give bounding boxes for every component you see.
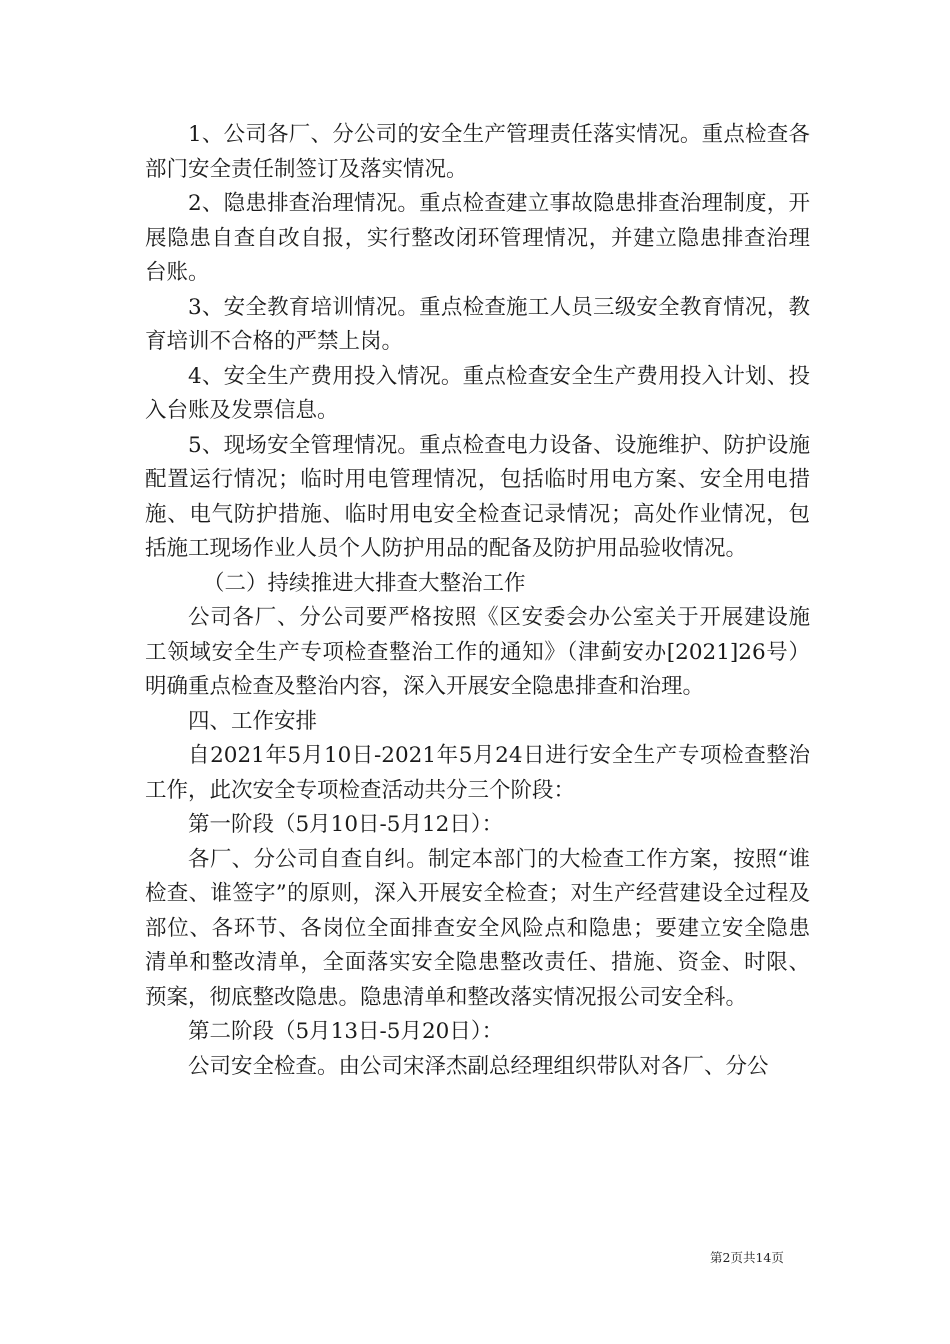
paragraph-item-4: 4、安全生产费用投入情况。重点检查安全生产费用投入计划、投入台账及发票信息。 bbox=[145, 363, 810, 423]
paragraph-schedule: 自2021年5月10日-2021年5月24日进行安全生产专项检查整治工作，此次安全专项检查活动共分三个阶段： bbox=[145, 743, 810, 803]
stage-two-heading: 第二阶段（5月13日-5月20日）： bbox=[188, 1019, 504, 1044]
paragraph-item-1: 1、公司各厂、分公司的安全生产管理责任落实情况。重点检查各部门安全责任制签订及落实情况。 bbox=[145, 122, 810, 182]
paragraph-item-2: 2、隐患排查治理情况。重点检查建立事故隐患排查治理制度，开展隐患自查自改自报，实行整改闭环管理情况，并建立隐患排查治理台账。 bbox=[145, 191, 810, 285]
document-body bbox=[145, 118, 810, 1084]
paragraph-investigation: 公司各厂、分公司要严格按照《区安委会办公室关于开展建设施工领域安全生产专项检查整治工作的通知》（津蓟安办[2021]26号）明确重点检查及整治内容，深入开展安全隐患排查和治理。 bbox=[145, 605, 810, 699]
paragraph-stage-two: 公司安全检查。由公司宋泽杰副总经理组织带队对各厂、分公 bbox=[188, 1053, 769, 1079]
paragraph-stage-one: 各厂、分公司自查自纠。制定本部门的大检查工作方案，按照“谁检查、谁签字”的原则，深入开展安全检查；对生产经营建设全过程及部位、各环节、各岗位全面排查安全风险点和隐患；要建立安全隐患清单和整改清单，全面落实安全隐患整改责任、措施、资金、时限、预案，彻底整改隐患。隐患清单和整改落实情况报公司安全科。 bbox=[145, 846, 810, 1010]
section-heading-four: 四、工作安排 bbox=[188, 708, 318, 734]
paragraph-item-3: 3、安全教育培训情况。重点检查施工人员三级安全教育情况，教育培训不合格的严禁上岗。 bbox=[145, 294, 810, 354]
stage-one-heading: 第一阶段（5月10日-5月12日）： bbox=[188, 812, 504, 837]
paragraph-item-5: 5、现场安全管理情况。重点检查电力设备、设施维护、防护设施配置运行情况；临时用电管理情况，包括临时用电方案、安全用电措施、电气防护措施、临时用电安全检查记录情况；高处作业情况，包括施工现场作业人员个人防护用品的配备及防护用品验收情况。 bbox=[145, 432, 810, 561]
section-heading-two: （二）持续推进大排查大整治工作 bbox=[203, 570, 526, 596]
page-number-label: 第2页共14页 bbox=[710, 1250, 784, 1265]
